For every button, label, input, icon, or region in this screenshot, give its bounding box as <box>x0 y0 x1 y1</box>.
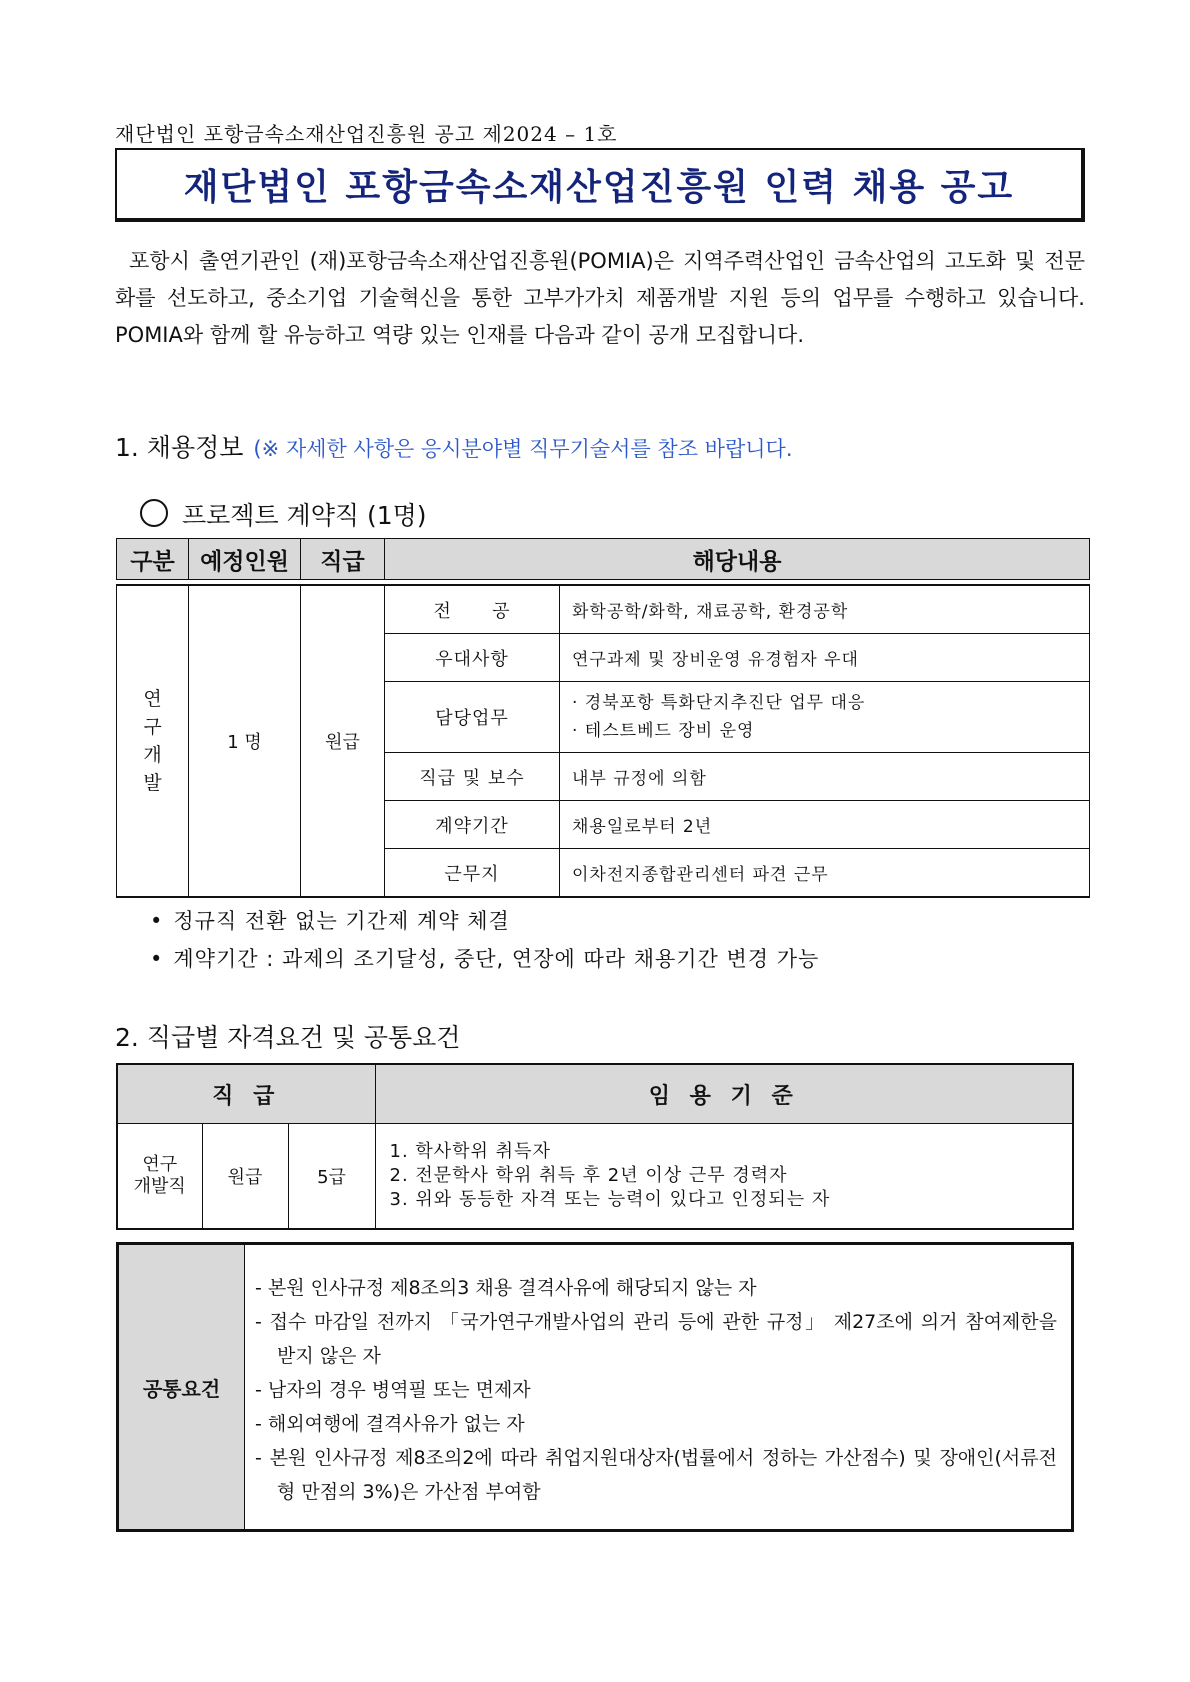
level-cell: 5급 <box>288 1124 375 1230</box>
row-value-period: 채용일로부터 2년 <box>560 801 1090 849</box>
row-label-workplace: 근무지 <box>385 849 560 898</box>
header-headcount: 예정인원 <box>189 539 301 580</box>
subheading-line <box>140 496 427 532</box>
circle-icon <box>140 499 168 527</box>
row-label-duties: 담당업무 <box>385 682 560 753</box>
row-value-major: 화학공학/화학, 재료공학, 환경공학 <box>560 585 1090 634</box>
row-label-major: 전 공 <box>385 585 560 634</box>
row-label-period: 계약기간 <box>385 801 560 849</box>
grade-cell: 원급 <box>202 1124 288 1230</box>
header-criteria: 임 용 기 준 <box>375 1064 1073 1124</box>
section1-subheading: 프로젝트 계약직 (1명) <box>182 501 427 530</box>
recruitment-table-header <box>117 539 1090 580</box>
qualification-table-header <box>117 1064 1073 1124</box>
table-row <box>117 1124 1073 1230</box>
header-grade: 직급 <box>301 539 385 580</box>
header-details: 해당내용 <box>385 539 1090 580</box>
field-cell: 연구 개발직 <box>117 1124 202 1230</box>
list-item: - 남자의 경우 병역필 또는 면제자 <box>255 1379 531 1401</box>
common-items <box>245 1244 1073 1531</box>
header-category: 구분 <box>117 539 189 580</box>
section1-bullets <box>150 902 819 978</box>
bullet-item: • 정규직 전환 없는 기간제 계약 체결 <box>150 902 819 940</box>
row-value-preference: 연구과제 및 장비운영 유경험자 우대 <box>560 634 1090 682</box>
list-item: - 본원 인사규정 제8조의2에 따라 취업지원대상자(법률에서 정하는 가산점수) 및 장애인(서류전형 만점의 3%)은 가산점 부여함 <box>255 1447 1057 1503</box>
intro-paragraph <box>115 243 1085 354</box>
common-label: 공통요건 <box>118 1244 245 1531</box>
intro-text: 포항시 출연기관인 (재)포항금속소재산업진흥원(POMIA)은 지역주력산업인 금속산업의 고도화 및 전문화를 선도하고, 중소기업 기술혁신을 통한 고부가가치 제품개발 지원 등의 업무를 수행하고 있습니다. POMIA와 함께 할 유능하고 역량 있는 인재를 다음과 같이 공개 모집합니다. <box>115 249 1085 347</box>
grade-cell: 원급 <box>301 585 385 897</box>
row-value-workplace: 이차전지종합관리센터 파견 근무 <box>560 849 1090 898</box>
recruitment-table <box>116 538 1090 898</box>
page-title: 재단법인 포항금속소재산업진흥원 인력 채용 공고 <box>183 165 1015 208</box>
bullet-item: • 계약기간 : 과제의 조기달성, 중단, 연장에 따라 채용기간 변경 가능 <box>150 940 819 978</box>
qualification-table <box>116 1063 1074 1230</box>
category-cell: 연 구 개 발 <box>117 585 189 897</box>
notice-number: 재단법인 포항금속소재산업진흥원 공고 제2024 – 1호 <box>115 122 618 146</box>
row-value-pay: 내부 규정에 의함 <box>560 753 1090 801</box>
common-requirements-table <box>116 1242 1074 1532</box>
criteria-cell: 1. 학사학위 취득자 2. 전문학사 학위 취득 후 2년 이상 근무 경력자 3. 위와 동등한 자격 또는 능력이 있다고 인정되는 자 <box>375 1124 1073 1230</box>
section1-heading-line <box>115 428 793 464</box>
row-label-preference: 우대사항 <box>385 634 560 682</box>
list-item: - 해외여행에 결격사유가 없는 자 <box>255 1413 525 1435</box>
section1-note: (※ 자세한 사항은 응시분야별 직무기술서를 참조 바랍니다. <box>253 437 793 461</box>
title-box <box>115 148 1085 222</box>
header-rank: 직 급 <box>117 1064 375 1124</box>
row-value-duties: · 경북포항 특화단지추진단 업무 대응 · 테스트베드 장비 운영 <box>560 682 1090 753</box>
table-row <box>118 1244 1073 1531</box>
list-item: - 접수 마감일 전까지 「국가연구개발사업의 관리 등에 관한 규정」 제27조에 의거 참여제한을 받지 않은 자 <box>255 1311 1057 1367</box>
table-row <box>117 585 1090 634</box>
row-label-pay: 직급 및 보수 <box>385 753 560 801</box>
headcount-cell: 1 명 <box>189 585 301 897</box>
list-item: - 본원 인사규정 제8조의3 채용 결격사유에 해당되지 않는 자 <box>255 1277 757 1299</box>
section1-heading: 1. 채용정보 <box>115 433 244 462</box>
section2-heading: 2. 직급별 자격요건 및 공통요건 <box>115 1023 461 1052</box>
